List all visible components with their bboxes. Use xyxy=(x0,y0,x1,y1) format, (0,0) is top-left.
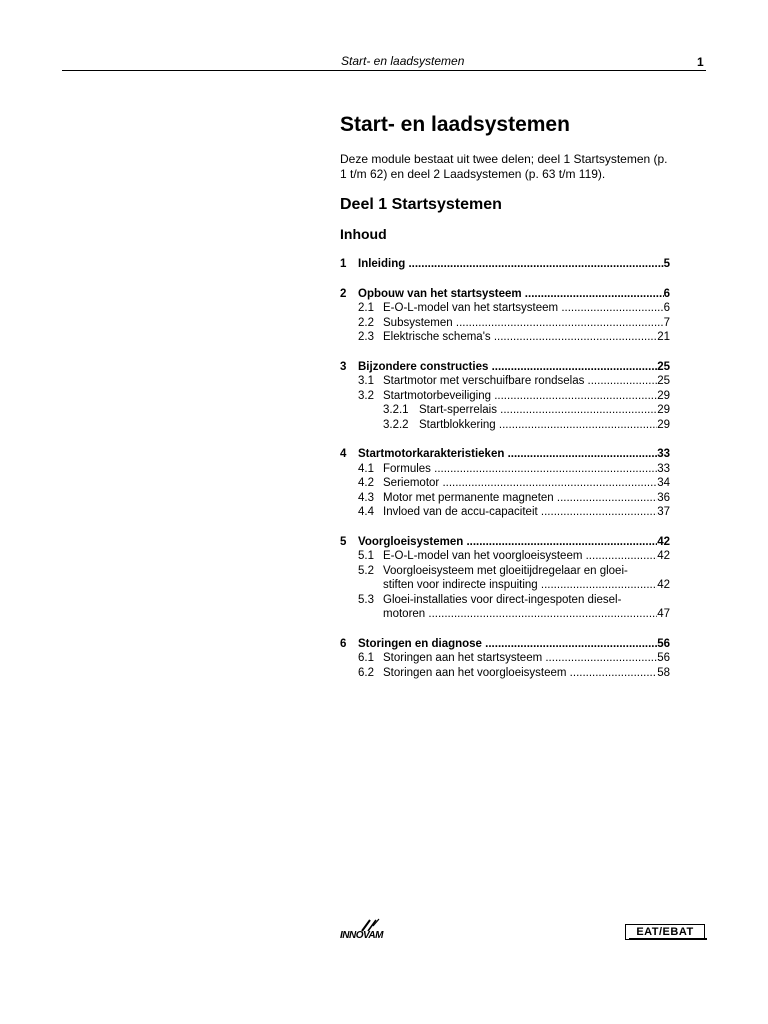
toc-number: 4.2 xyxy=(358,477,374,489)
intro-paragraph: Deze module bestaat uit twee delen; deel 1 Startsystemen (p. 1 t/m 62) en deel 2 Laadsystemen (p. 63 t/m 119). xyxy=(340,152,668,181)
toc-number: 5.3 xyxy=(358,593,374,606)
toc-subentry[interactable] xyxy=(358,316,670,331)
table-of-contents xyxy=(340,257,670,680)
toc-page: 47 xyxy=(657,608,670,620)
toc-page: 33 xyxy=(657,448,670,460)
toc-subentry[interactable] xyxy=(358,301,670,316)
toc-number: 2.1 xyxy=(358,302,374,314)
toc-page: 34 xyxy=(657,477,670,489)
toc-subentry-continued[interactable] xyxy=(383,578,670,593)
toc-section-3 xyxy=(340,360,670,433)
toc-page: 29 xyxy=(657,418,670,431)
toc-subentry[interactable] xyxy=(358,505,670,520)
toc-text: Gloei-installaties voor direct-ingespoten diesel- xyxy=(383,593,622,606)
logo-wordmark: INNOVAM xyxy=(340,930,383,941)
toc-section-4 xyxy=(340,447,670,520)
toc-section-6 xyxy=(340,637,670,681)
toc-subentry[interactable] xyxy=(358,491,670,506)
toc-page: 29 xyxy=(657,389,670,402)
toc-text: Startmotorkarakteristieken ..... xyxy=(358,447,657,462)
header-rule xyxy=(62,70,706,71)
toc-entry[interactable] xyxy=(340,287,670,302)
toc-entry[interactable] xyxy=(340,360,670,375)
toc-section-1 xyxy=(340,257,670,272)
toc-subsubentry[interactable] xyxy=(383,418,670,433)
innovam-logo xyxy=(340,918,384,944)
toc-entry[interactable] xyxy=(340,535,670,550)
toc-subentry[interactable] xyxy=(358,651,670,666)
toc-text-continued: motoren ..... xyxy=(383,607,657,622)
toc-entry[interactable] xyxy=(340,447,670,462)
toc-page: 36 xyxy=(657,491,670,504)
toc-text: Elektrische schema's ..... xyxy=(383,330,657,345)
toc-number: 3 xyxy=(340,360,347,373)
toc-page: 42 xyxy=(657,535,670,548)
toc-page: 21 xyxy=(657,331,670,343)
logo-text: EAT/EBAT xyxy=(636,926,694,938)
toc-number: 4.4 xyxy=(358,506,374,518)
toc-heading: Inhoud xyxy=(340,226,387,242)
toc-subentry-continued[interactable] xyxy=(383,607,670,622)
toc-number: 4 xyxy=(340,448,347,460)
toc-page: 25 xyxy=(657,375,670,387)
toc-text: Bijzondere constructies ..... xyxy=(358,360,657,375)
toc-text: Start-sperrelais ..... xyxy=(419,403,657,418)
toc-page: 37 xyxy=(657,506,670,518)
part-heading: Deel 1 Startsystemen xyxy=(340,196,502,213)
toc-text: Storingen en diagnose ..... xyxy=(358,637,657,652)
toc-page: 42 xyxy=(657,550,670,562)
toc-page: 58 xyxy=(657,666,670,679)
toc-page: 42 xyxy=(657,579,670,591)
toc-text: Subsystemen ..... xyxy=(383,316,664,331)
toc-section-2 xyxy=(340,287,670,345)
toc-number: 6.2 xyxy=(358,666,374,679)
toc-number: 4.3 xyxy=(358,491,374,504)
toc-subentry[interactable] xyxy=(358,374,670,389)
toc-section-5 xyxy=(340,535,670,622)
toc-subentry[interactable] xyxy=(358,389,670,404)
toc-page: 5 xyxy=(663,258,670,270)
toc-page: 56 xyxy=(657,652,670,664)
toc-text: Opbouw van het startsysteem ..... xyxy=(358,287,664,302)
toc-page: 25 xyxy=(657,360,670,373)
toc-text: Voorgloeisystemen ..... xyxy=(358,535,657,550)
toc-subentry[interactable] xyxy=(358,564,670,579)
toc-number: 3.1 xyxy=(358,375,374,387)
toc-page: 7 xyxy=(663,316,670,329)
toc-page: 6 xyxy=(663,287,670,300)
toc-subentry[interactable] xyxy=(358,549,670,564)
toc-entry[interactable] xyxy=(340,257,670,272)
toc-text: Seriemotor ..... xyxy=(383,476,657,491)
toc-text: Startmotorbeveiliging ..... xyxy=(383,389,657,404)
toc-text: Formules ..... xyxy=(383,462,657,477)
toc-page: 6 xyxy=(663,302,670,314)
toc-page: 33 xyxy=(657,462,670,475)
toc-number: 4.1 xyxy=(358,462,374,475)
toc-number: 1 xyxy=(340,258,347,270)
toc-text: E-O-L-model van het voorgloeisysteem ..... xyxy=(383,549,657,564)
eat-ebat-logo xyxy=(625,924,705,940)
toc-text: Motor met permanente magneten ..... xyxy=(383,491,657,506)
toc-number: 5 xyxy=(340,535,347,548)
toc-text: Inleiding ..... xyxy=(358,257,664,272)
toc-entry[interactable] xyxy=(340,637,670,652)
main-content xyxy=(340,113,670,695)
toc-page: 56 xyxy=(657,637,670,650)
page-number: 1 xyxy=(697,55,704,69)
toc-number: 2.2 xyxy=(358,316,374,329)
toc-subsubentry[interactable] xyxy=(383,403,670,418)
toc-page: 29 xyxy=(657,404,670,416)
toc-number: 2 xyxy=(340,287,347,300)
toc-text: Startblokkering ..... xyxy=(419,418,657,433)
toc-text: Storingen aan het voorgloeisysteem ..... xyxy=(383,666,657,681)
toc-number: 3.2.1 xyxy=(383,404,409,416)
toc-subentry[interactable] xyxy=(358,476,670,491)
toc-number: 2.3 xyxy=(358,331,374,343)
running-title: Start- en laadsystemen xyxy=(341,54,465,68)
toc-subentry[interactable] xyxy=(358,330,670,345)
toc-number: 6 xyxy=(340,637,347,650)
toc-text: Startmotor met verschuifbare rondselas ..... xyxy=(383,374,657,389)
toc-number: 3.2 xyxy=(358,389,374,402)
toc-number: 3.2.2 xyxy=(383,418,409,431)
page-title: Start- en laadsystemen xyxy=(340,113,570,136)
toc-number: 6.1 xyxy=(358,652,374,664)
toc-text: Invloed van de accu-capaciteit ..... xyxy=(383,505,657,520)
toc-number: 5.1 xyxy=(358,550,374,562)
toc-number: 5.2 xyxy=(358,564,374,577)
toc-subentry[interactable] xyxy=(358,593,670,608)
toc-subentry[interactable] xyxy=(358,666,670,681)
toc-text: E-O-L-model van het startsysteem ..... xyxy=(383,301,664,316)
toc-text: Voorgloeisysteem met gloeitijdregelaar en gloei- xyxy=(383,564,628,577)
toc-subentry[interactable] xyxy=(358,462,670,477)
toc-text-continued: stiften voor indirecte inspuiting ..... xyxy=(383,578,657,593)
toc-text: Storingen aan het startsysteem ..... xyxy=(383,651,657,666)
